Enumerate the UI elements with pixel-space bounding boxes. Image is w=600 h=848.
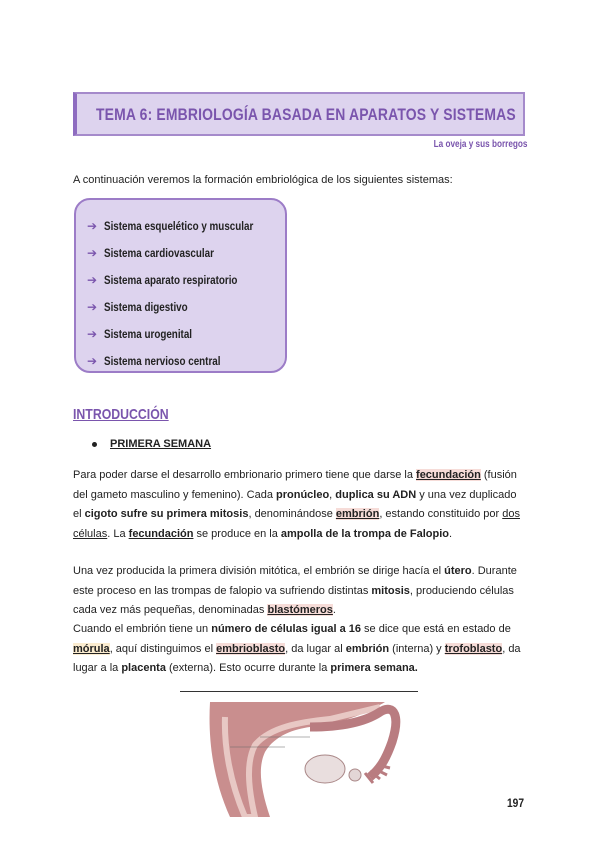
arrow-right-icon: ➔ (87, 299, 98, 314)
arrow-right-icon: ➔ (87, 353, 98, 368)
systems-list-box (74, 198, 287, 373)
list-item-label: Sistema urogenital (104, 326, 193, 341)
list-item (87, 239, 286, 266)
list-item (87, 293, 286, 320)
list-item (87, 347, 286, 374)
paragraph-mitosis: Una vez producida la primera división mitótica, el embrión se dirige hacía el útero. Durante este proceso en las trompas de falopio va sufriendo distintas mitosis, produciendo células cada vez más pequeñas, denominadas blastómeros. (73, 565, 517, 616)
figure-label: Ovario (312, 739, 327, 745)
list-item-label: Sistema cardiovascular (104, 245, 215, 260)
list-item (87, 320, 286, 347)
page-title: TEMA 6: EMBRIOLOGÍA BASADA EN APARATOS Y SISTEMAS (96, 105, 516, 124)
bullet-dot-icon (92, 442, 97, 447)
list-item-label: Sistema digestivo (104, 299, 188, 314)
arrow-right-icon: ➔ (87, 272, 98, 287)
systems-list (87, 212, 286, 374)
title-box (73, 92, 525, 136)
paragraph-fecundacion: Para poder darse el desarrollo embrionario primero tiene que darse la fecundación (fusión del gameto masculino y femenino). Cada pronúcleo, duplica su ADN y una vez duplicado el cigoto sufre su primera mitosis, denominándose embrión, estando constituido por dos células. La fecundación se produce en la ampolla de la trompa de Falopio. (73, 469, 520, 540)
ovary (305, 755, 345, 783)
list-item (87, 212, 286, 239)
list-item-label: Sistema nervioso central (104, 353, 221, 368)
arrow-right-icon: ➔ (87, 245, 98, 260)
paragraph-morula: Cuando el embrión tiene un número de células igual a 16 se dice que está en estado de mórula, aquí distinguimos el embrioblasto, da lugar al embrión (interna) y trofoblasto, da lugar a la placenta (externa). Esto ocurre durante la primera semana. (73, 623, 521, 674)
list-item-label: Sistema esquelético y muscular (104, 218, 254, 233)
page-number: 197 (507, 796, 525, 810)
list-item (87, 266, 286, 293)
list-item-label: Sistema aparato respiratorio (104, 272, 238, 287)
follicle (349, 769, 361, 781)
uterus-illustration (200, 697, 408, 817)
arrow-right-icon: ➔ (87, 218, 98, 233)
arrow-right-icon: ➔ (87, 326, 98, 341)
section-heading: INTRODUCCIÓN (73, 406, 169, 423)
intro-text: A continuación veremos la formación embriológica de los siguientes sistemas: (73, 174, 453, 186)
bullet-heading-text: PRIMERA SEMANA (110, 438, 212, 450)
bullet-heading (92, 438, 211, 450)
page-subtitle: La oveja y sus borregos (433, 139, 527, 150)
figure-top-rule (180, 691, 418, 692)
